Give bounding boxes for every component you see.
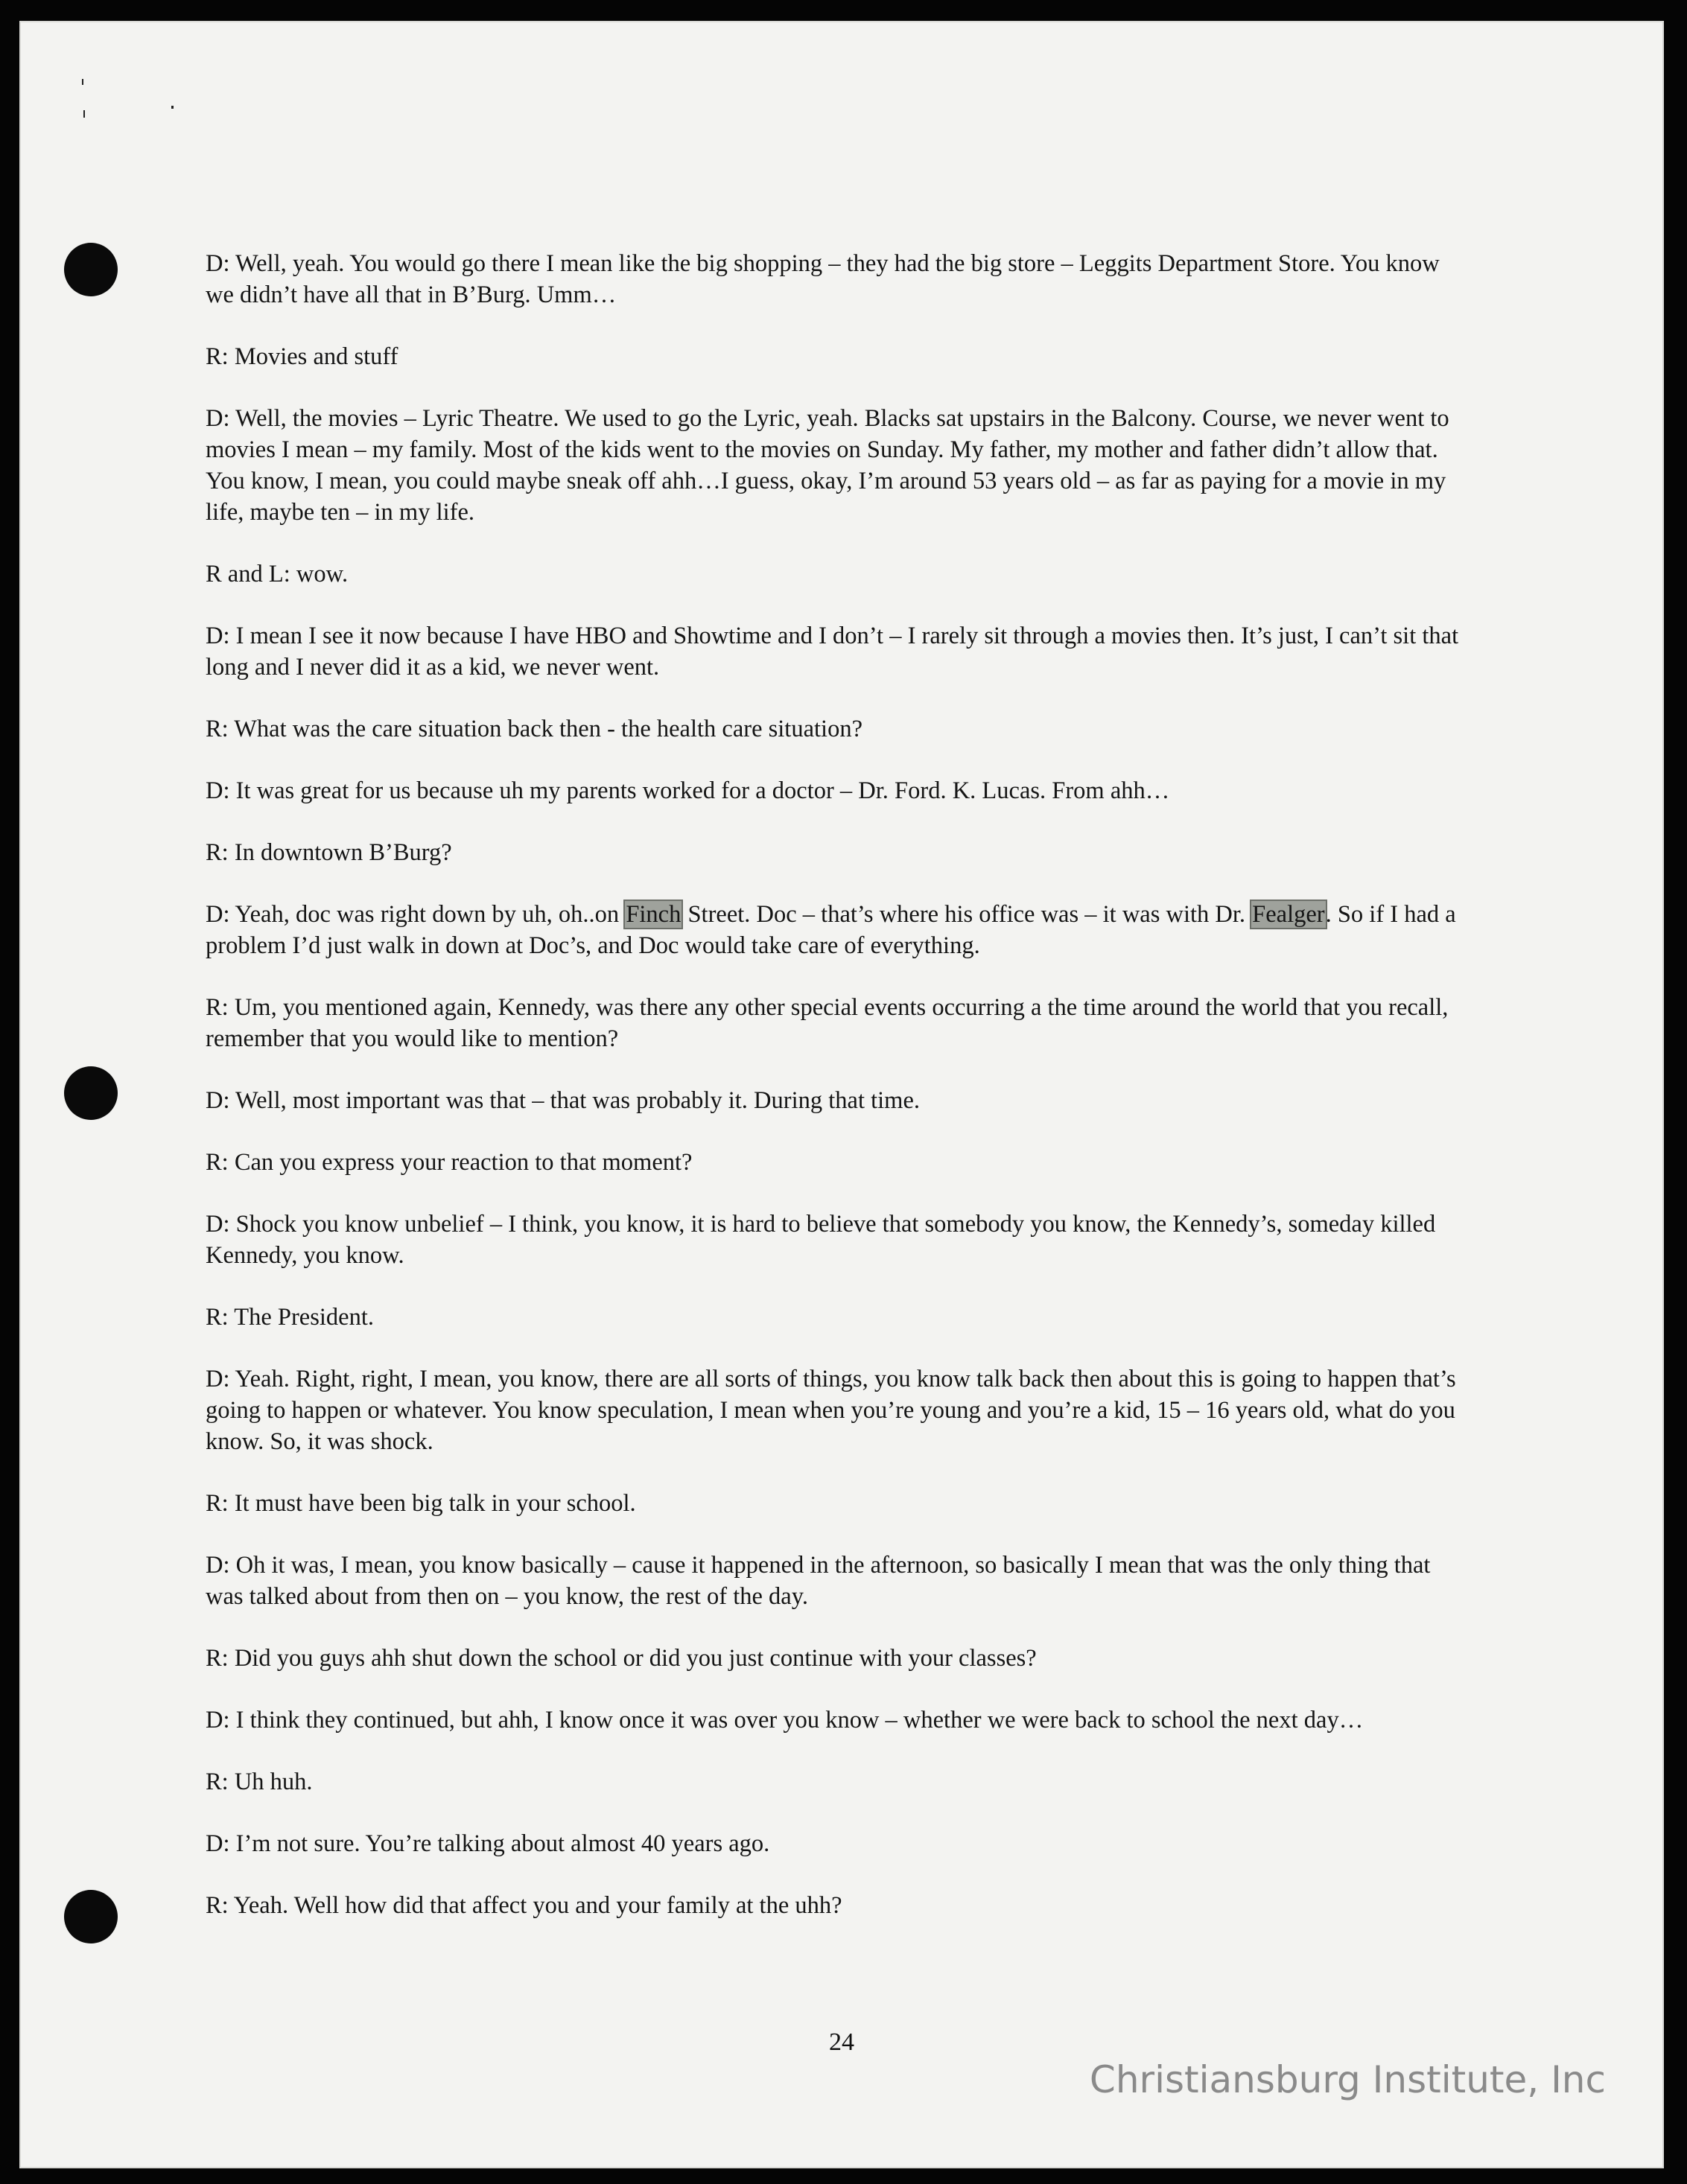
paragraph-text: Street. Doc – that’s where his office was – it was with Dr. xyxy=(682,901,1252,928)
document-page xyxy=(19,21,1664,2168)
transcript-paragraph: D: I think they continued, but ahh, I know once it was over you know – whether we were back to school the next day… xyxy=(206,1707,1364,1733)
transcript-paragraph: R and L: wow. xyxy=(206,561,349,588)
transcript-paragraph: R: In downtown B’Burg? xyxy=(206,839,452,866)
watermark: Christiansburg Institute, Inc xyxy=(1089,2058,1606,2101)
binder-hole-middle xyxy=(64,1066,118,1120)
highlighted-word-finch: Finch xyxy=(626,901,682,928)
transcript-paragraph: R: Uh huh. xyxy=(206,1768,313,1795)
transcript-paragraph: D: Yeah. Right, right, I mean, you know, there are all sorts of things, you know talk back then about this is going to happen that’s going to happen or whatever. You know speculation, I mean when you’re young and you’re a kid, 15 – 16 years old, what do you know. So, it was shock. xyxy=(206,1366,1456,1455)
paper-speck xyxy=(83,110,85,118)
transcript-paragraph: D: Well, yeah. You would go there I mean like the big shopping – they had the big store – Leggits Department Store. You know we didn’t have all that in B’Burg. Umm… xyxy=(206,250,1440,308)
page-number: 24 xyxy=(829,2028,854,2056)
transcript-paragraph: R: Movies and stuff xyxy=(206,343,398,370)
transcript-paragraph: D: I’m not sure. You’re talking about almost 40 years ago. xyxy=(206,1830,770,1857)
transcript-paragraph: R: Can you express your reaction to that moment? xyxy=(206,1149,693,1176)
transcript-paragraph: D: Shock you know unbelief – I think, you know, it is hard to believe that somebody you know, the Kennedy’s, someday killed Kennedy, you know. xyxy=(206,1211,1436,1269)
transcript-paragraph: R: Um, you mentioned again, Kennedy, was there any other special events occurring a the time around the world that you recall, remember that you would like to mention? xyxy=(206,994,1449,1052)
paper-speck xyxy=(171,106,174,109)
paragraph-text: . So if I had a problem I’d just walk in down at Doc’s, and Doc would take care of everything. xyxy=(206,901,1456,959)
transcript-paragraph: R: What was the care situation back then - the health care situation? xyxy=(206,716,862,742)
binder-hole-bottom xyxy=(64,1890,118,1943)
transcript-paragraph: R: Yeah. Well how did that affect you and your family at the uhh? xyxy=(206,1892,842,1919)
transcript-paragraph-highlighted xyxy=(206,899,1472,961)
transcript-paragraph: D: It was great for us because uh my parents worked for a doctor – Dr. Ford. K. Lucas. From ahh… xyxy=(206,777,1170,804)
transcript-paragraph: D: I mean I see it now because I have HBO and Showtime and I don’t – I rarely sit through a movies then. It’s just, I can’t sit that long and I never did it as a kid, we never went. xyxy=(206,623,1459,681)
transcript-paragraph: D: Well, the movies – Lyric Theatre. We used to go the Lyric, yeah. Blacks sat upstairs in the Balcony. Course, we never went to movies I mean – my family. Most of the kids went to the movies on Sunday. My father, my mother and father didn’t allow that. You know, I mean, you could maybe sneak off ahh…I guess, okay, I’m around 53 years old – as far as paying for a movie in my life, maybe ten – in my life. xyxy=(206,405,1449,526)
transcript-paragraph: R: The President. xyxy=(206,1304,374,1331)
transcript-paragraph: D: Oh it was, I mean, you know basically – cause it happened in the afternoon, so basically I mean that was the only thing that was talked about from then on – you know, the rest of the day. xyxy=(206,1552,1431,1610)
transcript-body xyxy=(206,248,1472,1952)
transcript-paragraph: D: Well, most important was that – that was probably it. During that time. xyxy=(206,1087,921,1114)
transcript-paragraph: R: Did you guys ahh shut down the school or did you just continue with your classes? xyxy=(206,1645,1037,1672)
paper-speck xyxy=(82,79,83,85)
binder-hole-top xyxy=(64,243,118,296)
highlighted-word-fealger: Fealger xyxy=(1252,901,1325,928)
paragraph-text: D: Yeah, doc was right down by uh, oh..on xyxy=(206,901,626,928)
transcript-paragraph: R: It must have been big talk in your school. xyxy=(206,1490,636,1517)
